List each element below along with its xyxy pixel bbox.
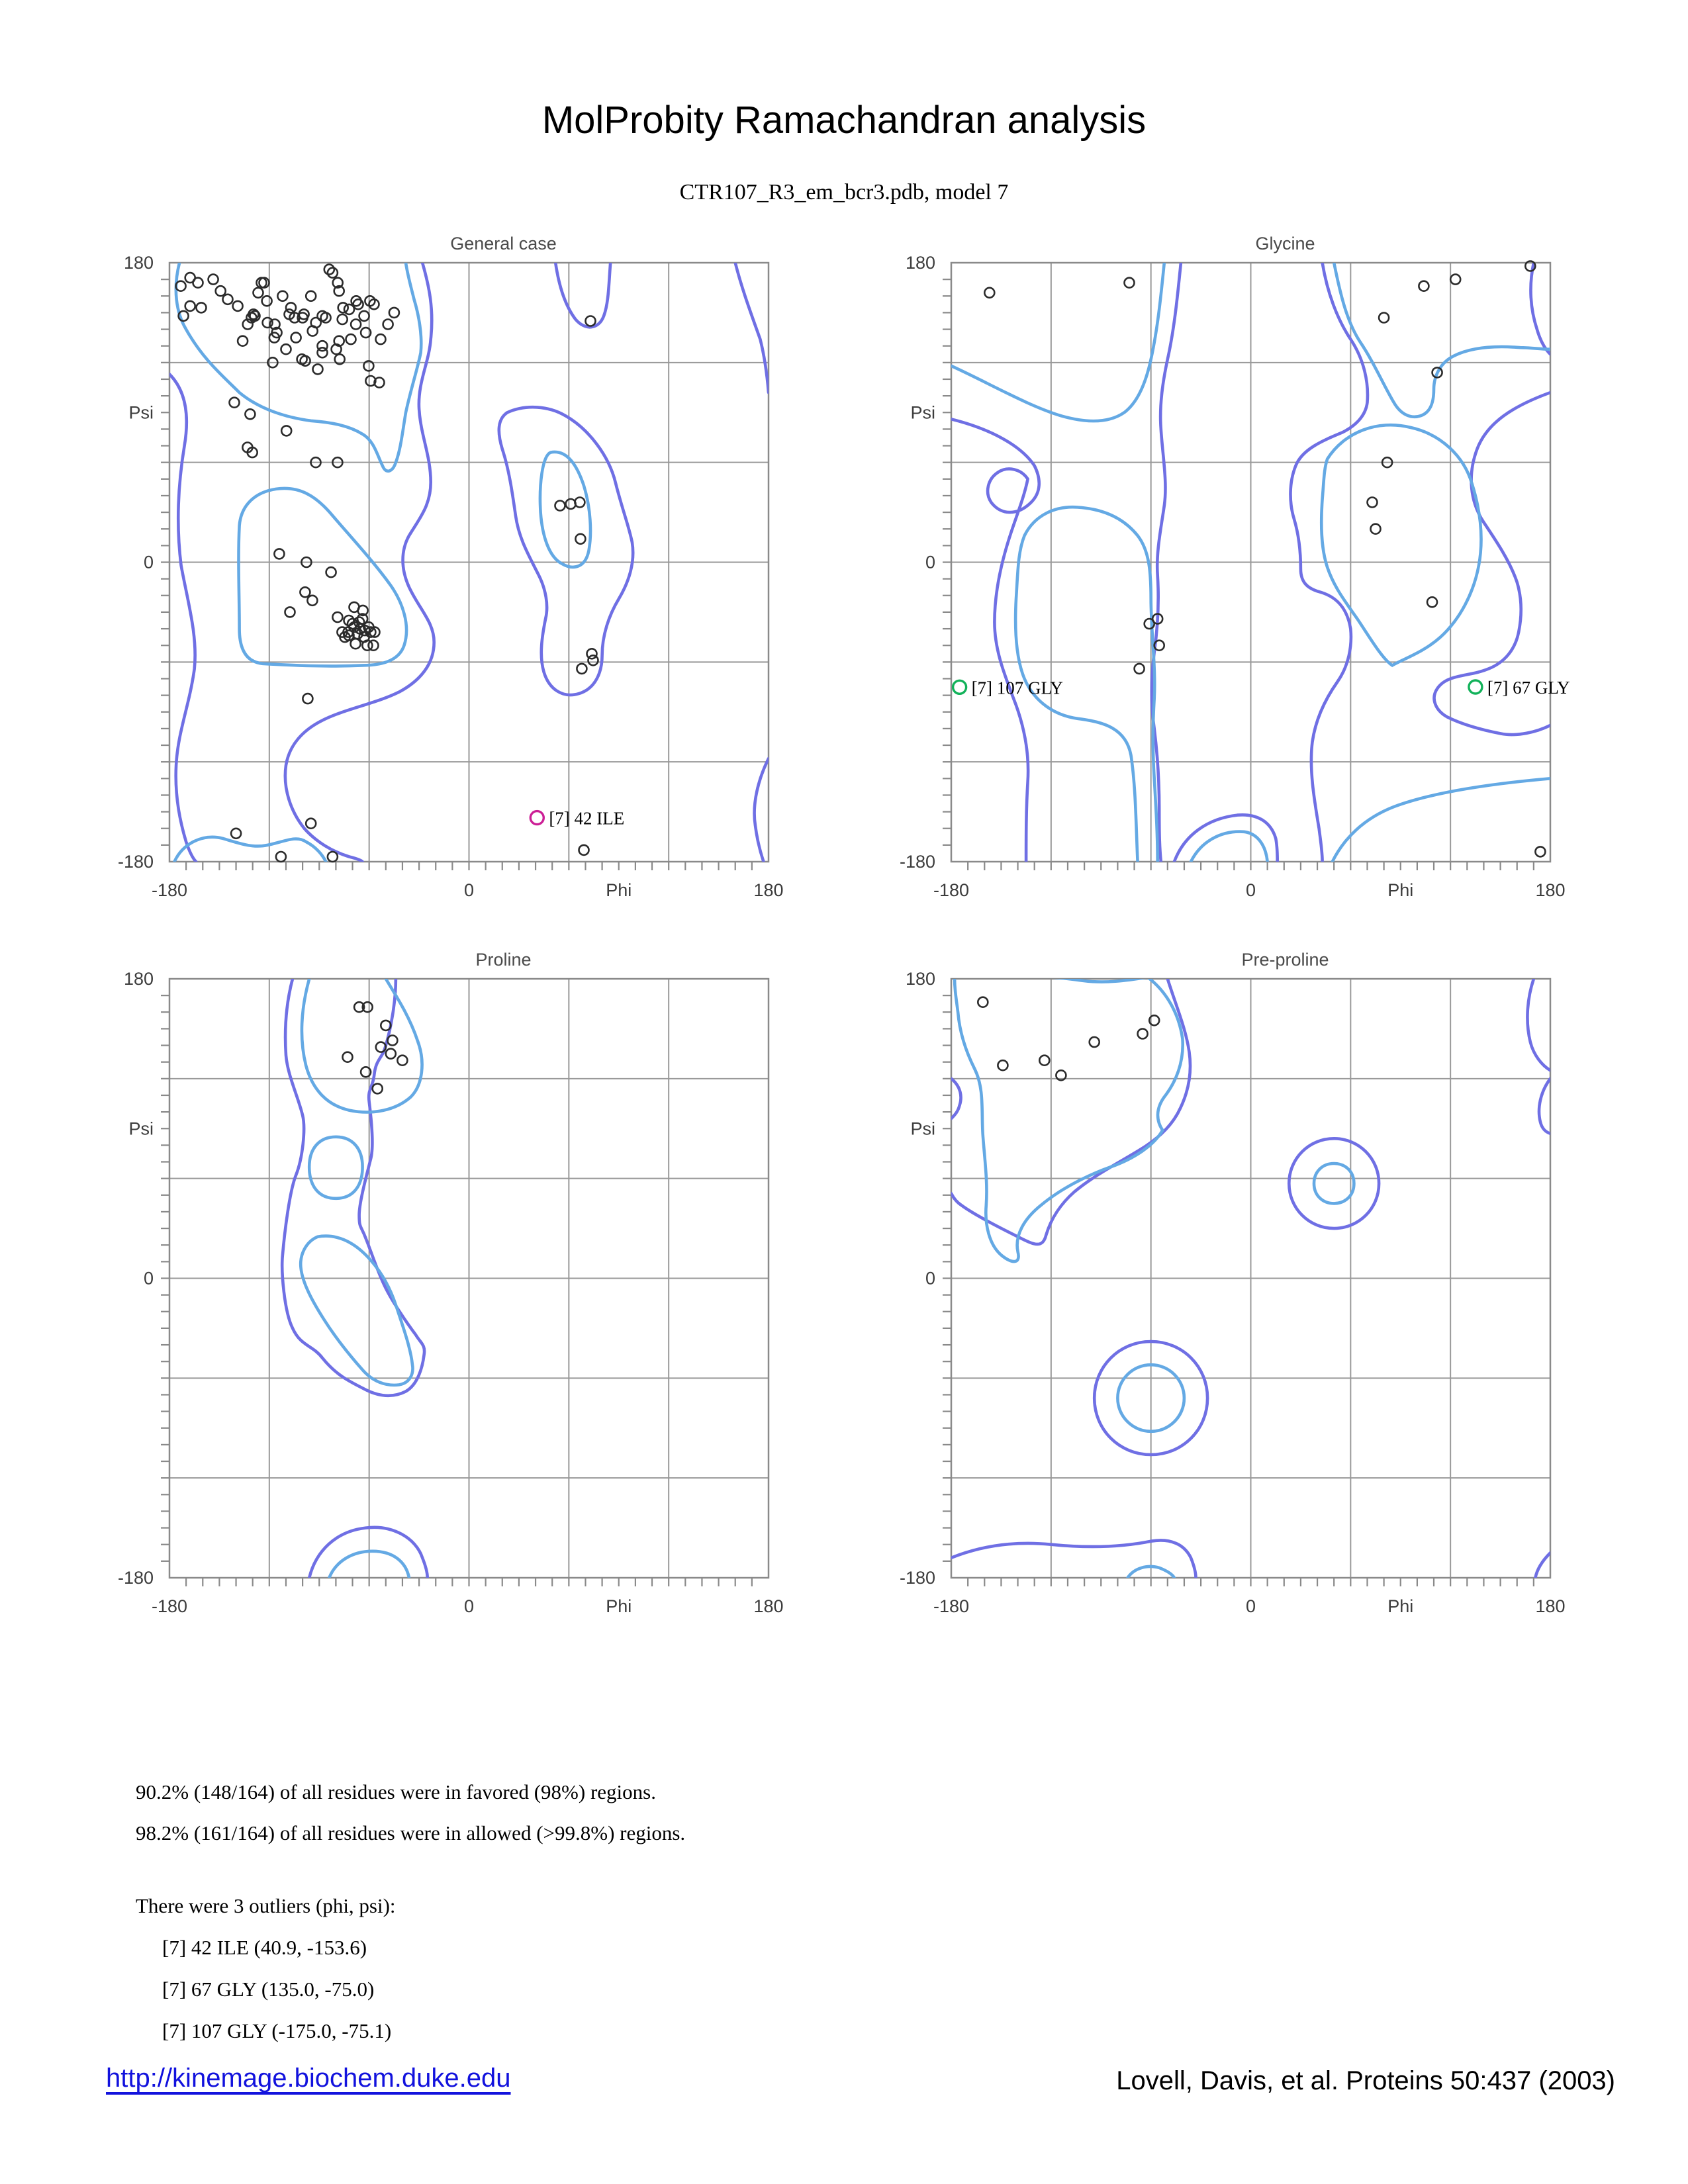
allowed-contour: [1530, 263, 1550, 354]
residue-point: [376, 334, 386, 344]
residue-point: [321, 313, 331, 323]
favored-contour: [955, 976, 1183, 1261]
residue-point: [326, 567, 336, 577]
residue-point: [1368, 498, 1378, 508]
plot-title: Glycine: [1255, 234, 1315, 253]
residue-point: [575, 534, 585, 544]
kinemage-link[interactable]: http://kinemage.biochem.duke.edu: [106, 2064, 511, 2093]
allowed-contour: [169, 374, 196, 862]
favored-contour: [238, 488, 406, 666]
y-axis-label: 180: [905, 969, 935, 989]
residue-point: [1379, 313, 1389, 323]
y-axis-label: -180: [117, 1568, 154, 1588]
residue-point: [231, 829, 241, 839]
residue-point: [1138, 1029, 1148, 1039]
residue-point: [223, 295, 233, 304]
page-subtitle: CTR107_R3_em_bcr3.pdb, model 7: [679, 180, 1009, 205]
outlier-label: [7] 67 GLY: [1487, 678, 1570, 698]
residue-point: [230, 398, 240, 408]
y-axis-label: Psi: [910, 402, 935, 423]
allowed-contour: [951, 419, 1039, 862]
favored-contour: [1333, 778, 1550, 862]
residue-point: [1371, 524, 1381, 534]
outlier-marker: [530, 811, 543, 825]
stat-allowed-line: 98.2% (161/164) of all residues were in allowed (>99.8%) regions.: [136, 1821, 686, 1844]
x-axis-label: 0: [463, 880, 475, 900]
citation-text: Lovell, Davis, et al. Proteins 50:437 (2003): [1116, 2066, 1615, 2095]
residue-point: [328, 852, 338, 862]
residue-point: [373, 1083, 383, 1093]
x-axis-label: -180: [151, 1596, 188, 1616]
residue-point: [1419, 281, 1429, 291]
allowed-contour: [499, 407, 633, 695]
outlier-list-item: [7] 42 ILE (40.9, -153.6): [162, 1936, 367, 1959]
y-axis-label: Psi: [128, 402, 154, 423]
residue-point: [1450, 275, 1460, 285]
y-axis-label: 0: [143, 552, 154, 572]
favored-contour: [175, 837, 326, 862]
outlier-label: [7] 107 GLY: [971, 678, 1063, 698]
residue-point: [216, 286, 226, 296]
favored-contour: [1321, 425, 1481, 665]
residue-point: [285, 607, 295, 617]
residue-point: [351, 639, 361, 649]
residue-point: [307, 596, 317, 606]
x-axis-label: 0: [1245, 1596, 1256, 1616]
favored-contour: [302, 979, 422, 1112]
residue-point: [344, 304, 354, 314]
allowed-contour: [555, 263, 610, 327]
residue-point: [575, 498, 585, 508]
y-axis-label: Psi: [128, 1118, 154, 1139]
residue-point: [277, 291, 287, 301]
residue-point: [306, 819, 316, 829]
y-axis-label: 180: [123, 253, 154, 273]
residue-point: [262, 296, 272, 306]
residue-point: [389, 308, 399, 318]
residue-point: [281, 344, 291, 354]
x-axis-label: Phi: [1387, 1596, 1414, 1616]
y-axis-label: -180: [899, 852, 935, 872]
residue-point: [351, 320, 361, 330]
allowed-contour: [1539, 1079, 1550, 1134]
residue-point: [383, 320, 393, 330]
residue-point: [397, 1056, 407, 1066]
x-axis-label: 180: [1535, 1596, 1566, 1616]
y-axis-label: -180: [899, 1568, 935, 1588]
residue-point: [387, 1036, 397, 1046]
outlier-marker: [1469, 680, 1482, 694]
x-axis-label: 180: [753, 1596, 784, 1616]
residue-point: [1135, 664, 1145, 674]
plot-title: Pre-proline: [1241, 950, 1329, 970]
stat-outlier-header: There were 3 outliers (phi, psi):: [136, 1894, 396, 1917]
y-axis-label: 180: [905, 253, 935, 273]
residue-point: [238, 336, 248, 346]
residue-point: [306, 291, 316, 301]
residue-point: [577, 664, 586, 674]
y-axis-label: -180: [117, 852, 154, 872]
outlier-label: [7] 42 ILE: [549, 808, 625, 829]
allowed-contour: [951, 1540, 1196, 1578]
page-title: MolProbity Ramachandran analysis: [541, 99, 1147, 142]
y-axis-label: 0: [143, 1268, 154, 1289]
residue-point: [303, 694, 312, 704]
residue-point: [274, 549, 284, 559]
residue-point: [978, 997, 988, 1007]
allowed-contour: [1535, 1553, 1550, 1578]
residue-point: [386, 1049, 396, 1059]
allowed-contour: [1527, 979, 1550, 1070]
residue-point: [318, 347, 328, 357]
outlier-list-item: [7] 67 GLY (135.0, -75.0): [162, 1978, 375, 2001]
residue-point: [1427, 597, 1437, 607]
residue-point: [193, 278, 203, 288]
x-axis-label: Phi: [606, 1596, 632, 1616]
y-axis-label: 0: [925, 552, 935, 572]
x-axis-label: Phi: [1387, 880, 1414, 900]
x-axis-label: 0: [463, 1596, 475, 1616]
residue-point: [299, 309, 309, 319]
residue-point: [276, 852, 286, 862]
x-axis-label: -180: [933, 1596, 970, 1616]
residue-point: [185, 301, 195, 311]
favored-contour: [1191, 832, 1268, 862]
stat-favored-line: 90.2% (148/164) of all residues were in favored (98%) regions.: [136, 1780, 656, 1803]
allowed-contour: [755, 758, 769, 862]
favored-contour: [301, 1236, 412, 1385]
residue-point: [1090, 1037, 1100, 1047]
y-axis-label: 0: [925, 1268, 935, 1289]
residue-point: [311, 318, 321, 328]
residue-point: [1039, 1056, 1049, 1066]
residue-point: [338, 314, 348, 324]
residue-point: [197, 302, 207, 312]
allowed-contour: [1289, 1138, 1379, 1228]
residue-point: [233, 301, 243, 311]
plot-title: Proline: [475, 950, 532, 970]
allowed-contour: [735, 263, 769, 392]
residue-point: [579, 845, 589, 855]
residue-point: [998, 1060, 1008, 1070]
outlier-marker: [953, 680, 966, 694]
favored-contour: [1314, 1163, 1354, 1203]
residue-point: [359, 311, 369, 321]
residue-point: [588, 655, 598, 665]
x-axis-label: 180: [753, 880, 784, 900]
residue-point: [313, 364, 323, 374]
residue-point: [586, 316, 596, 326]
residue-point: [343, 1052, 353, 1062]
residue-point: [332, 612, 342, 622]
residue-point: [286, 302, 296, 312]
residue-point: [346, 334, 356, 344]
residue-point: [301, 356, 310, 366]
residue-point: [1535, 846, 1545, 856]
favored-contour: [540, 452, 590, 567]
residue-point: [369, 641, 379, 651]
x-axis-label: -180: [151, 880, 188, 900]
plot-title: General case: [450, 234, 557, 253]
residue-point: [254, 288, 263, 298]
x-axis-label: Phi: [606, 880, 632, 900]
residue-point: [984, 288, 994, 298]
x-axis-label: 0: [1245, 880, 1256, 900]
allowed-contour: [951, 1079, 961, 1118]
outlier-list-item: [7] 107 GLY (-175.0, -75.1): [162, 2019, 392, 2042]
residue-point: [1125, 278, 1135, 288]
residue-point: [566, 499, 576, 509]
residue-point: [555, 501, 565, 511]
x-axis-label: -180: [933, 880, 970, 900]
favored-contour: [176, 263, 421, 471]
allowed-contour: [1174, 815, 1278, 862]
residue-point: [281, 426, 291, 435]
x-axis-label: 180: [1535, 880, 1566, 900]
residue-point: [245, 409, 255, 419]
favored-contour: [309, 1137, 362, 1199]
y-axis-label: Psi: [910, 1118, 935, 1139]
residue-point: [291, 333, 301, 343]
residue-point: [209, 275, 218, 285]
residue-point: [300, 587, 310, 597]
y-axis-label: 180: [123, 969, 154, 989]
